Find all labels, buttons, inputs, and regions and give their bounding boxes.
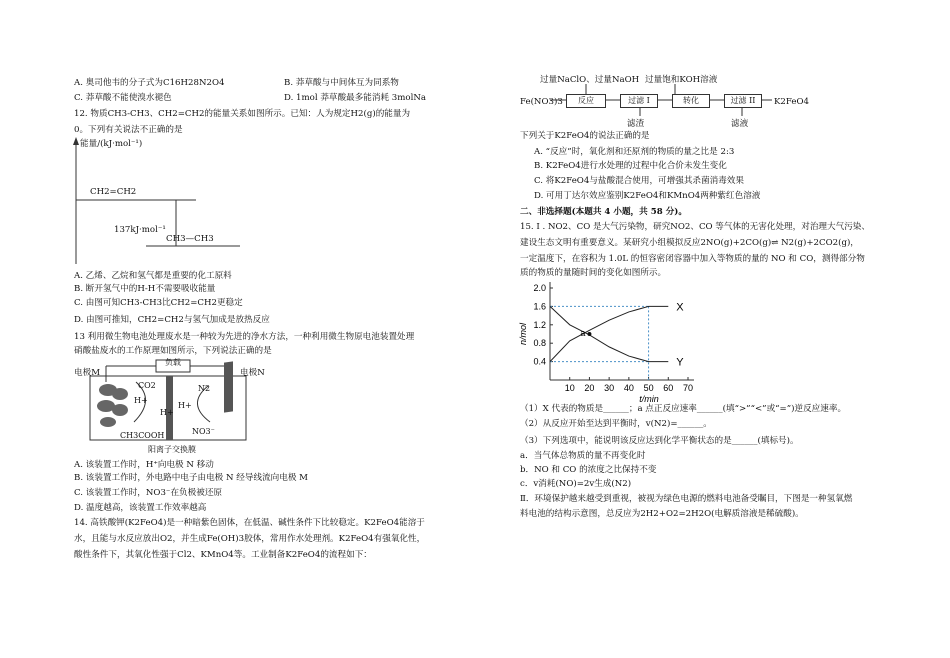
q14-option-b: B. K2FeO4进行水处理的过程中化合价未发生变化 bbox=[534, 161, 727, 171]
q15-line1: 15. I . NO2、CO 是大气污染物，研究NO2、CO 等气体的无害化处理，对治理大气污染、 bbox=[520, 222, 870, 232]
q14-stem-line3: 酸性条件下，其氧化性强于Cl2、KMnO4等。工业制备K2FeO4的流程如下： bbox=[74, 550, 372, 560]
membrane-label: 阳离子交换膜 bbox=[148, 445, 196, 454]
q11-option-b: B. 莽草酸与中间体互为同系物 bbox=[284, 78, 399, 88]
q14-question: 下列关于K2FeO4的说法正确的是 bbox=[520, 131, 650, 141]
x-tick-label: 60 bbox=[663, 383, 674, 393]
q11-option-c: C. 莽草酸不能使溴水褪色 bbox=[74, 93, 172, 103]
q15-option-a: a．当气体总物质的量不再变化时 bbox=[520, 451, 646, 461]
series-label-Y: Y bbox=[676, 356, 684, 369]
energy-diagram bbox=[70, 136, 270, 266]
q11-option-d: D. 1mol 莽草酸最多能消耗 3molNa bbox=[284, 93, 426, 103]
load-label: 负载 bbox=[165, 358, 181, 367]
y-tick-label: 0.4 bbox=[533, 356, 546, 367]
point-a-label: a bbox=[580, 328, 586, 338]
q15-option-c: c．v消耗(NO)=2v生成(N2) bbox=[520, 479, 632, 489]
q15-part2-line1: Ⅱ．环境保护越来越受到重视，被视为绿色电源的燃料电池备受瞩目，下图是一种氢氧燃 bbox=[520, 494, 853, 504]
flow-product: K2FeO4 bbox=[774, 97, 809, 107]
n2-label: N2 bbox=[198, 384, 211, 393]
q15-sub1: （1）X 代表的物质是______；a 点正反应速率______(填“>”“<”或“=”)逆反应速率。 bbox=[520, 404, 847, 414]
q14-option-c: C. 将K2FeO4与盐酸混合使用，可增强其杀菌消毒效果 bbox=[534, 176, 744, 186]
q14-stem-line2: 水，且能与水反应放出O2，并生成Fe(OH)3胶体，常用作水处理剂。K2FeO4有强氧化性， bbox=[74, 534, 426, 544]
series-line-Y bbox=[550, 306, 668, 361]
flow-step-filter-2: 过滤 II bbox=[724, 94, 762, 108]
section-2-title: 二、非选择题(本题共 4 小题，共 58 分)。 bbox=[520, 207, 687, 217]
y-tick-label: 1.6 bbox=[533, 301, 546, 312]
upper-species-label: CH2=CH2 bbox=[90, 187, 137, 197]
h-plus-label-1: H+ bbox=[134, 396, 148, 405]
q12-stem-line1: 12. 物质CH3-CH3、CH2=CH2的能量关系如图所示。已知：人为规定H2(g)的能量为 bbox=[74, 109, 411, 119]
q13-option-a: A. 该装置工作时，H⁺向电极 N 移动 bbox=[74, 460, 214, 470]
series-label-X: X bbox=[676, 301, 684, 314]
flow-step-convert: 转化 bbox=[672, 94, 710, 108]
q15-line2: 建设生态文明有重要意义。某研究小组模拟反应2NO(g)+2CO(g)⇌ N2(g)+2CO2(g)， bbox=[520, 238, 859, 248]
flow-output-residue: 滤渣 bbox=[627, 119, 645, 129]
q14-option-d: D. 可用丁达尔效应鉴别K2FeO4和KMnO4两种紫红色溶液 bbox=[534, 191, 761, 201]
q12-option-a: A. 乙烯、乙烷和氢气都是重要的化工原料 bbox=[74, 271, 232, 281]
q12-option-d: D. 由图可推知，CH2=CH2与氢气加成是放热反应 bbox=[74, 315, 270, 325]
q14-stem-line1: 14. 高铁酸钾(K2FeO4)是一种暗紫色固体，在低温、碱性条件下比较稳定。K2FeO4能溶于 bbox=[74, 518, 425, 528]
q14-option-a: A. “反应”时，氧化剂和还原剂的物质的量之比是 2:3 bbox=[534, 147, 735, 157]
flow-step-filter-1: 过滤 I bbox=[620, 94, 658, 108]
h-plus-label-3: H+ bbox=[178, 401, 192, 410]
q15-line4: 质的物质的量随时间的变化如图所示。 bbox=[520, 268, 667, 278]
q13-option-d: D. 温度越高，该装置工作效率越高 bbox=[74, 503, 207, 513]
x-tick-label: 50 bbox=[643, 383, 654, 393]
x-tick-label: 40 bbox=[623, 383, 634, 393]
x-tick-label: 70 bbox=[682, 383, 694, 393]
q13-stem-line2: 硝酸盐废水的工作原理如图所示，下列说法正确的是 bbox=[74, 346, 272, 356]
q12-option-b: B. 断开氢气中的H-H不需要吸收能量 bbox=[74, 284, 216, 294]
x-axis-label: t/min bbox=[639, 394, 659, 404]
x-tick-label: 10 bbox=[564, 383, 575, 393]
electrode-n-shape bbox=[224, 361, 233, 412]
q15-sub2: （2）从反应开始至达到平衡时，v(N2)=______。 bbox=[520, 419, 712, 429]
co2-label: CO2 bbox=[138, 381, 156, 390]
q12-option-c: C. 由图可知CH3-CH3比CH2=CH2更稳定 bbox=[74, 298, 243, 308]
q13-option-c: C. 该装置工作时，NO3⁻在负极被还原 bbox=[74, 488, 223, 498]
electrode-m-label: 电极M bbox=[74, 368, 100, 378]
energy-gap-label: 137kJ·mol⁻¹ bbox=[114, 225, 166, 235]
x-tick-label: 30 bbox=[604, 383, 615, 393]
energy-axis-arrow bbox=[73, 137, 79, 145]
lower-species-label: CH3—CH3 bbox=[166, 234, 214, 244]
x-tick-label: 20 bbox=[584, 383, 595, 393]
energy-axis-label: 能量/(kJ·mol⁻¹) bbox=[80, 139, 143, 149]
q15-part2-line2: 料电池的结构示意图，总反应为2H2+O2=2H2O(电解质溶液是稀硫酸)。 bbox=[520, 509, 804, 519]
y-tick-label: 1.2 bbox=[533, 319, 546, 330]
acetic-acid-label: CH3COOH bbox=[120, 431, 165, 440]
flow-output-filtrate: 滤液 bbox=[731, 119, 749, 129]
q13-option-b: B. 该装置工作时，外电路中电子由电极 N 经导线流向电极 M bbox=[74, 473, 308, 483]
q15-option-b: b．NO 和 CO 的浓度之比保持不变 bbox=[520, 465, 657, 475]
electrode-n-label: 电极N bbox=[240, 368, 265, 378]
q13-stem-line1: 13 利用微生物电池处理废水是一种较为先进的净水方法，一种利用微生物原电池装置处理 bbox=[74, 332, 415, 342]
q12-stem-line2: 0。下列有关说法不正确的是 bbox=[74, 125, 183, 135]
y-tick-label: 0.8 bbox=[533, 338, 546, 349]
point-a bbox=[587, 332, 591, 336]
electrode-m-shape bbox=[97, 384, 128, 427]
flow-reagent-1: 过量NaClO、过量NaOH bbox=[540, 75, 640, 85]
q15-sub3: （3）下列选项中，能说明该反应达到化学平衡状态的是______(填标号)。 bbox=[520, 436, 799, 446]
q15-line3: 一定温度下，在容积为 1.0L 的恒容密闭容器中加入等物质的量的 NO 和 CO，测得部分物 bbox=[520, 254, 865, 264]
amount-time-chart bbox=[514, 280, 714, 406]
h-plus-label-2: H+ bbox=[160, 408, 174, 417]
flow-reagent-2: 过量饱和KOH溶液 bbox=[645, 75, 718, 85]
y-tick-label: 2.0 bbox=[533, 283, 546, 293]
flow-start: Fe(NO3)3 bbox=[520, 97, 563, 107]
series-line-X bbox=[550, 306, 668, 361]
q11-option-a: A. 奥司他韦的分子式为C16H28N2O4 bbox=[74, 78, 225, 88]
y-axis-label: n/mol bbox=[518, 322, 528, 346]
flow-step-reaction: 反应 bbox=[566, 94, 606, 108]
no3-label: NO3⁻ bbox=[192, 427, 215, 436]
